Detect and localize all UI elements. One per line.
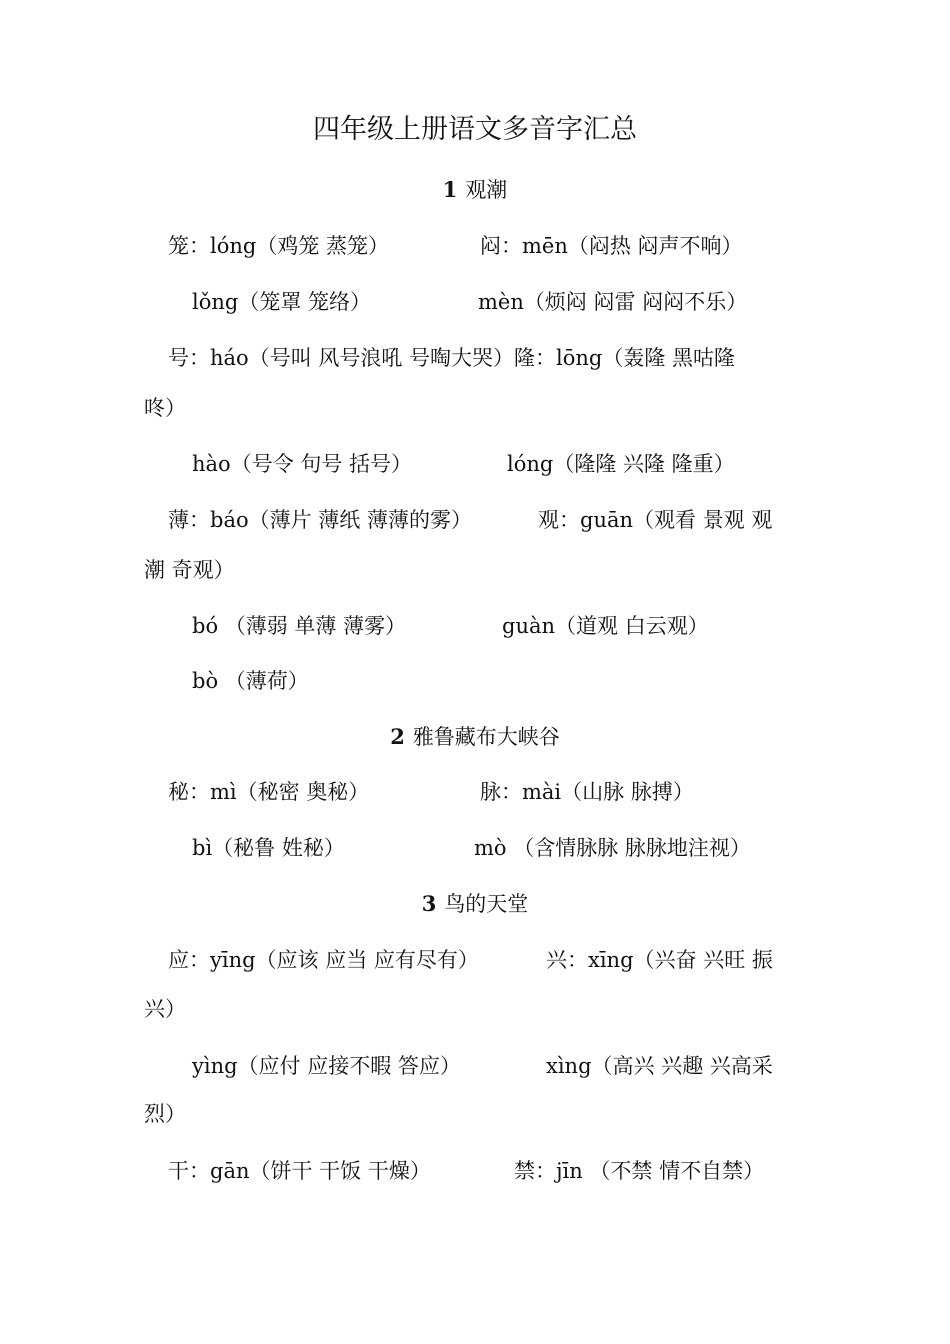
section-heading-1 (0, 175, 950, 205)
section-name: 雅鲁藏布大峡谷 (412, 725, 560, 749)
entry-line: 笼：lóng（鸡笼 蒸笼） (168, 234, 390, 258)
entry-line: 干：gān（饼干 干饭 干燥） (168, 1159, 431, 1183)
entry-line: 观：guān（观看 景观 观 (538, 508, 773, 532)
page-title: 四年级上册语文多音字汇总 (313, 114, 637, 145)
section-heading-2 (0, 722, 950, 752)
entry-line: xìng（高兴 兴趣 兴高采 (546, 1054, 773, 1078)
section-name: 观潮 (465, 178, 508, 202)
section-number: 2 (390, 724, 405, 749)
entry-line-continued: 咚） (144, 396, 186, 420)
entry-line: 应：yīng（应该 应当 应有尽有） (168, 948, 479, 972)
entry-line-continued: 兴） (144, 997, 186, 1021)
section-number: 3 (421, 891, 437, 916)
entry-line: bó （薄弱 单薄 薄雾） (192, 614, 407, 638)
entry-line: 兴：xīng（兴奋 兴旺 振 (546, 948, 773, 972)
entry-line: bò （薄荷） (192, 669, 309, 693)
section-heading-3 (0, 889, 950, 919)
entry-line: bì（秘鲁 姓秘） (192, 836, 345, 860)
entry-line-continued: 潮 奇观） (144, 558, 235, 582)
entry-line: hào（号令 句号 括号） (192, 452, 413, 476)
entry-line: guàn（道观 白云观） (502, 614, 709, 638)
entry-line: mèn（烦闷 闷雷 闷闷不乐） (478, 290, 748, 314)
entry-line: 闷：mēn（闷热 闷声不响） (480, 234, 743, 258)
entry-line: lǒng（笼罩 笼络） (192, 290, 372, 314)
entry-line: 脉：mài（山脉 脉搏） (480, 780, 694, 804)
section-name: 鸟的天堂 (444, 892, 529, 916)
entry-line: 薄：báo（薄片 薄纸 薄薄的雾） (168, 508, 472, 532)
entry-line: 号：háo（号叫 风号浪吼 号啕大哭）隆：lōng（轰隆 黑咕隆 (168, 346, 736, 370)
entry-line: lóng（隆隆 兴隆 隆重） (507, 452, 735, 476)
section-number: 1 (442, 177, 458, 202)
entry-line: mò （含情脉脉 脉脉地注视） (474, 836, 751, 860)
entry-line: 禁：jīn （不禁 情不自禁） (514, 1159, 765, 1183)
entry-line-continued: 烈） (144, 1102, 186, 1126)
entry-line: 秘：mì（秘密 奥秘） (168, 780, 370, 804)
entry-line: yìng（应付 应接不暇 答应） (192, 1054, 461, 1078)
